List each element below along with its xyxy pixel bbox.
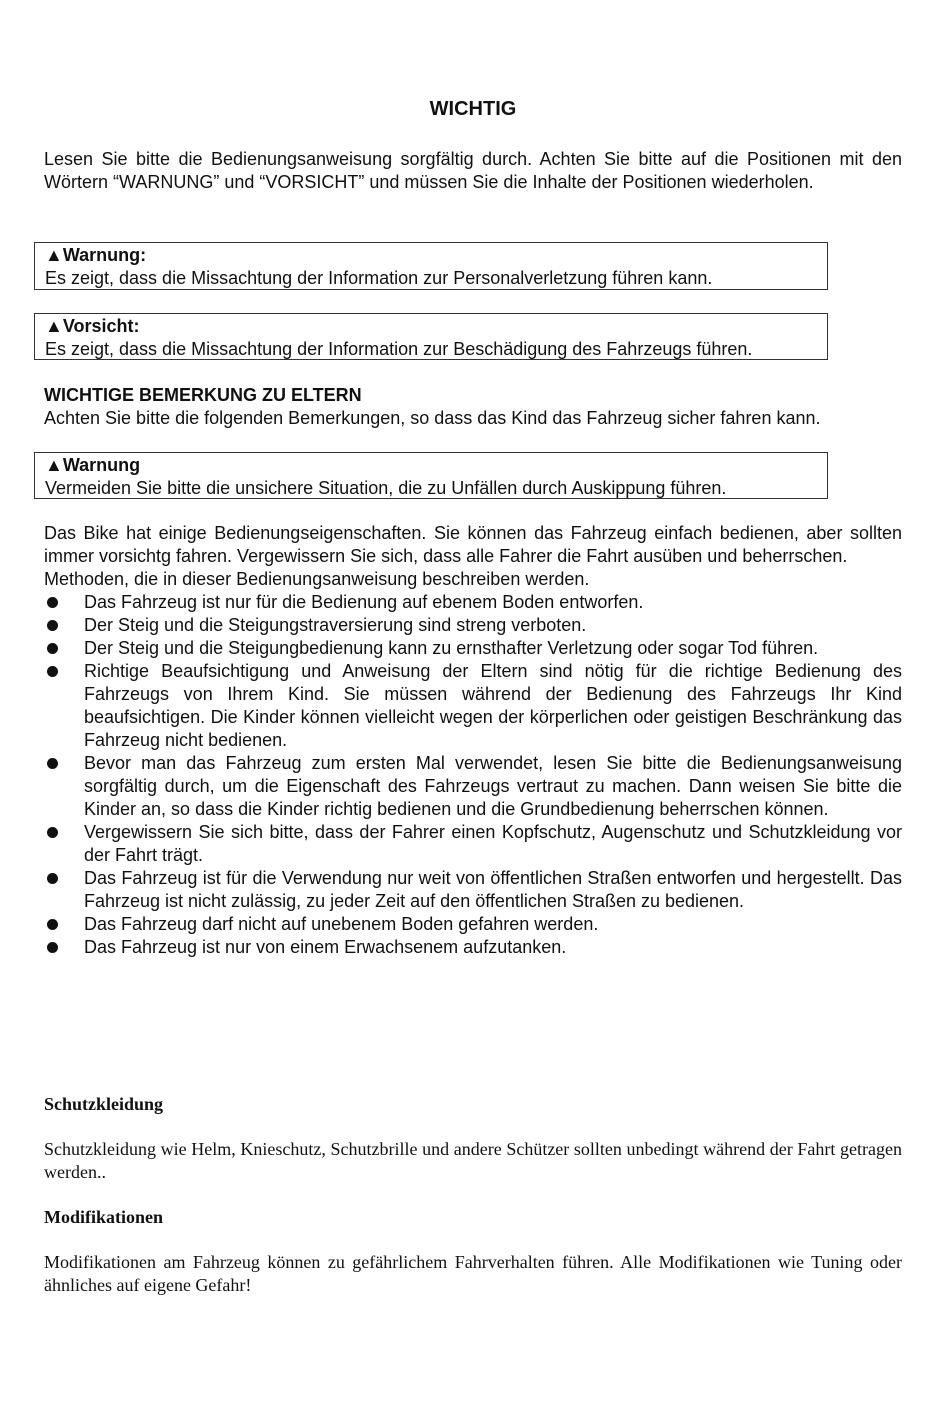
list-item: Der Steig und die Steigungstraversierung sind streng verboten. [44,614,902,637]
body-paragraph-2: Methoden, die in dieser Bedienungsanweisung beschreiben werden. [44,569,590,589]
list-item: Das Fahrzeug darf nicht auf unebenem Boden gefahren werden. [44,913,902,936]
bullet-icon [47,666,58,677]
parents-notice [44,384,904,430]
bullet-icon [47,919,58,930]
intro-paragraph: Lesen Sie bitte die Bedienungsanweisung sorgfältig durch. Achten Sie bitte auf die Positionen mit den Wörtern “WARNUNG” und “VORSICHT” und müssen Sie die Inhalte der Positionen wiederholen. [44,149,902,192]
bullet-icon [47,873,58,884]
protective-gear-heading: Schutzkleidung [44,1094,164,1114]
warning-box-2-text: Vermeiden Sie bitte die unsichere Situation, die zu Unfällen durch Auskippung führen. [45,478,727,498]
modifications-heading: Modifikationen [44,1207,164,1227]
list-item: Das Fahrzeug ist nur von einem Erwachsenem aufzutanken. [44,936,902,959]
page-title: WICHTIG [429,98,517,120]
protective-gear-text: Schutzkleidung wie Helm, Knieschutz, Schutzbrille und andere Schützer sollten unbedingt während der Fahrt getragen werden.. [44,1139,902,1182]
warning-box [34,242,828,290]
bullet-icon [47,597,58,608]
list-item: Das Fahrzeug ist nur für die Bedienung auf ebenem Boden entworfen. [44,591,902,614]
bullet-icon [47,643,58,654]
caution-box-heading: ▲Vorsicht: [45,316,140,336]
list-item: Richtige Beaufsichtigung und Anweisung der Eltern sind nötig für die richtige Bedienung des Fahrzeugs von Ihrem Kind. Sie müssen während der Bedienung des Fahrzeugs Ihr Kind beaufsichtigen. Die Kinder können vielleicht wegen der körperlichen oder geistigen Beschränkung das Fahrzeug nicht bedienen. [44,660,902,752]
parents-notice-text: Achten Sie bitte die folgenden Bemerkungen, so dass das Kind das Fahrzeug sicher fahren kann. [44,408,821,428]
warning-box-2-heading: ▲Warnung [45,455,141,475]
list-item: Das Fahrzeug ist für die Verwendung nur weit von öffentlichen Straßen entworfen und hergestellt. Das Fahrzeug ist nicht zulässig, zu jeder Zeit auf den öffentlichen Straßen zu bedienen. [44,867,902,913]
warning-box-text: Es zeigt, dass die Missachtung der Information zur Personalverletzung führen kann. [45,268,713,288]
modifications-text: Modifikationen am Fahrzeug können zu gefährlichem Fahrverhalten führen. Alle Modifikationen wie Tuning oder ähnliches auf eigene Gefahr! [44,1252,902,1295]
bullet-icon [47,827,58,838]
caution-box-text: Es zeigt, dass die Missachtung der Information zur Beschädigung des Fahrzeugs führen. [45,339,753,359]
safety-bullet-list [44,591,902,959]
bullet-icon [47,758,58,769]
bullet-icon [47,942,58,953]
body-paragraph-1: Das Bike hat einige Bedienungseigenschaften. Sie können das Fahrzeug einfach bedienen, aber sollten immer vorsichtg fahren. Vergewissern Sie sich, dass alle Fahrer die Fahrt ausüben und beherrschen. [44,523,902,566]
warning-box-heading: ▲Warnung: [45,245,147,265]
caution-box [34,313,828,360]
list-item: Der Steig und die Steigungbedienung kann zu ernsthafter Verletzung oder sogar Tod führen. [44,637,902,660]
body-section [44,522,902,959]
list-item: Vergewissern Sie sich bitte, dass der Fahrer einen Kopfschutz, Augenschutz und Schutzkleidung vor der Fahrt trägt. [44,821,902,867]
parents-notice-heading: WICHTIGE BEMERKUNG ZU ELTERN [44,385,362,405]
warning-box-2 [34,452,828,499]
list-item: Bevor man das Fahrzeug zum ersten Mal verwendet, lesen Sie bitte die Bedienungsanweisung sorgfältig durch, um die Eigenschaft des Fahrzeugs vertraut zu machen. Dann weisen Sie bitte die Kinder an, so dass die Kinder richtig bedienen und die Grundbedienung beherrschen können. [44,752,902,821]
bullet-icon [47,620,58,631]
